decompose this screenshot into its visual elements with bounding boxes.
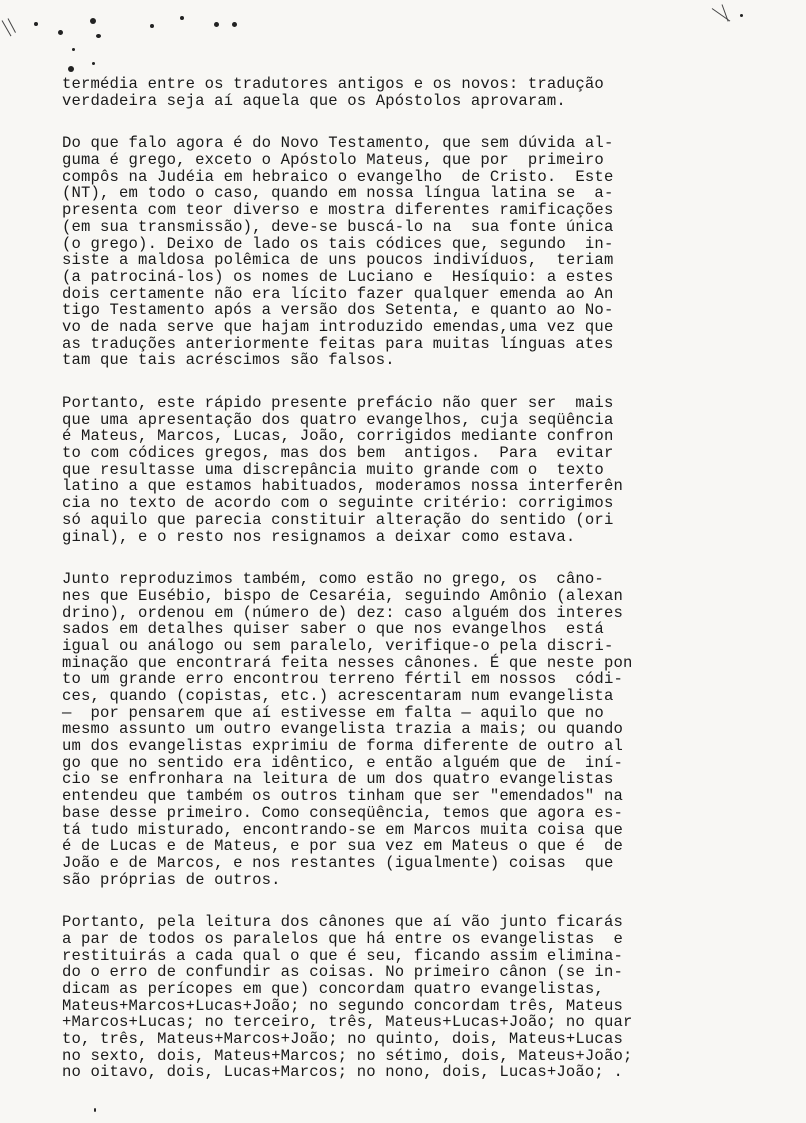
text-line: igual ou análogo ou sem paralelo, verifique-o pela discri-: [62, 636, 614, 655]
text-line: cia no texto de acordo com o seguinte critério: corrigimos: [62, 494, 614, 513]
text-line: vo de nada serve que hajam introduzido emendas,uma vez que: [62, 317, 614, 336]
ink-speck: [58, 30, 63, 35]
text-line: só aquilo que parecia constituir alteração do sentido (ori: [62, 510, 614, 529]
text-line: é de Lucas e de Mateus, e por sua vez em Mateus o que é de: [62, 837, 623, 856]
text-line: minação que encontrará feita nesses cânones. É que neste pon: [62, 653, 633, 672]
text-line: Mateus+Marcos+Lucas+João; no segundo concordam três, Mateus: [62, 996, 623, 1015]
text-line: compôs na Judéia em hebraico o evangelho de Cristo. Este: [62, 167, 614, 186]
text-line: Portanto, este rápido presente prefácio não quer ser mais: [62, 394, 614, 412]
text-line: ces, quando (copistas, etc.) acrescentaram num evangelista: [62, 687, 614, 705]
text-line: dois certamente não era lícito fazer qualquer emenda ao An: [62, 284, 614, 303]
text-line: João e de Marcos, e nos restantes (igualmente) coisas que: [62, 853, 614, 872]
text-line: (em sua transmissão), deve-se buscá-lo na sua fonte única: [62, 217, 614, 236]
ink-speck: [34, 22, 38, 26]
text-line: guma é grego, exceto o Apóstolo Mateus, que por primeiro: [62, 151, 604, 170]
text-line: Junto reproduzimos também, como estão no grego, os câno-: [62, 570, 604, 589]
text-line: tam que tais acréscimos são falsos.: [62, 351, 395, 370]
text-line: — por pensarem que aí estivesse em falta — aquilo que no: [62, 703, 604, 722]
text-line: siste a maldosa polêmica de uns poucos indivíduos, teriam: [62, 251, 614, 270]
text-line: base desse primeiro. Como conseqüência, temos que agora es-: [62, 803, 623, 822]
text-line: a par de todos os paralelos que há entre os evangelistas e: [62, 929, 623, 948]
text-line: ginal), e o resto nos resignamos a deixar como estava.: [62, 527, 576, 546]
body-text: [62, 76, 762, 1107]
text-line: sados em detalhes quiser saber o que nos evangelhos está: [62, 620, 604, 639]
text-line: mesmo assunto um outro evangelista trazia a mais; ou quando: [62, 720, 623, 739]
text-line: presenta com teor diverso e mostra diferentes ramificações: [62, 201, 614, 220]
text-line: no sexto, dois, Mateus+Marcos; no sétimo, dois, Mateus+João;: [62, 1046, 633, 1065]
ink-speck: [214, 22, 219, 27]
text-line: +Marcos+Lucas; no terceiro, três, Mateus+Lucas+João; no quar: [62, 1013, 633, 1032]
text-line: (NT), em todo o caso, quando em nossa língua latina se a-: [62, 184, 614, 203]
ink-speck: [150, 24, 154, 28]
paragraph-canons: [62, 571, 762, 888]
ink-speck: [90, 18, 96, 24]
text-line: termédia entre os tradutores antigos e os novos: tradução: [62, 75, 604, 93]
text-line: Portanto, pela leitura dos cânones que aí vão junto ficarás: [62, 913, 623, 932]
paragraph-preface: [62, 395, 762, 545]
ink-speck: [72, 48, 75, 51]
paragraph-new-testament: [62, 135, 762, 369]
text-line: (o grego). Deixo de lado os tais códices que, segundo in-: [62, 234, 614, 253]
text-line: drino), ordenou em (número de) dez: caso alguém dos interes: [62, 603, 623, 622]
ink-speck: [92, 62, 95, 65]
text-line: restituirás a cada qual o que é seu, ficando assim elimina-: [62, 946, 623, 965]
pencil-mark: [722, 4, 729, 21]
text-line: to com códices gregos, mas dos bem antigos. Para evitar: [62, 444, 614, 463]
paragraph-reading-canons: [62, 914, 762, 1081]
ink-speck: [96, 34, 101, 38]
text-line: as traduções anteriormente feitas para muitas línguas ates: [62, 334, 614, 353]
text-line: dicam as perícopes em que) concordam quatro evangelistas,: [62, 980, 604, 998]
text-line: (a patrociná-los) os nomes de Luciano e Hesíquio: a estes: [62, 267, 614, 286]
text-line: que resultasse uma discrepância muito grande com o texto: [62, 460, 604, 479]
text-line: go que no sentido era idêntico, e então alguém que de iní-: [62, 753, 623, 772]
text-line: são próprias de outros.: [62, 870, 281, 889]
text-line: é Mateus, Marcos, Lucas, João, corrigidos mediante confron: [62, 427, 614, 446]
text-line: um dos evangelistas exprimiu de forma diferente de outro al: [62, 737, 623, 756]
ink-speck: [740, 14, 743, 17]
ink-speck: [180, 16, 184, 20]
text-line: que uma apresentação dos quatro evangelhos, cuja seqüência: [62, 410, 614, 429]
ink-speck: [232, 22, 237, 27]
text-line: tigo Testamento após a versão dos Setenta, e quanto ao No-: [62, 301, 614, 320]
text-line: cio se enfronhara na leitura de um dos quatro evangelistas: [62, 770, 614, 789]
text-line: to um grande erro encontrou terreno fértil em nossos códi-: [62, 670, 623, 689]
text-line: tá tudo misturado, encontrando-se em Marcos muita coisa que: [62, 820, 623, 839]
text-line: latino a que estamos habituados, moderamos nossa interferên: [62, 477, 623, 496]
text-line: nes que Eusébio, bispo de Cesaréia, seguindo Amônio (alexan: [62, 586, 623, 605]
text-line: verdadeira seja aí aquela que os Apóstolos aprovaram.: [62, 91, 566, 110]
text-line: to, três, Mateus+Marcos+João; no quinto, dois, Mateus+Lucas: [62, 1030, 623, 1049]
text-line: no oitavo, dois, Lucas+Marcos; no nono, dois, Lucas+João; .: [62, 1063, 623, 1082]
text-line: Do que falo agora é do Novo Testamento, que sem dúvida al-: [62, 134, 614, 153]
ink-speck: [94, 1108, 96, 1112]
ink-speck: [68, 66, 74, 72]
paragraph-intro: [62, 76, 762, 109]
text-line: entendeu que também os outros tinham que ser "emendados" na: [62, 787, 623, 806]
text-line: do o erro de confundir as coisas. No primeiro cânon (se in-: [62, 963, 623, 982]
